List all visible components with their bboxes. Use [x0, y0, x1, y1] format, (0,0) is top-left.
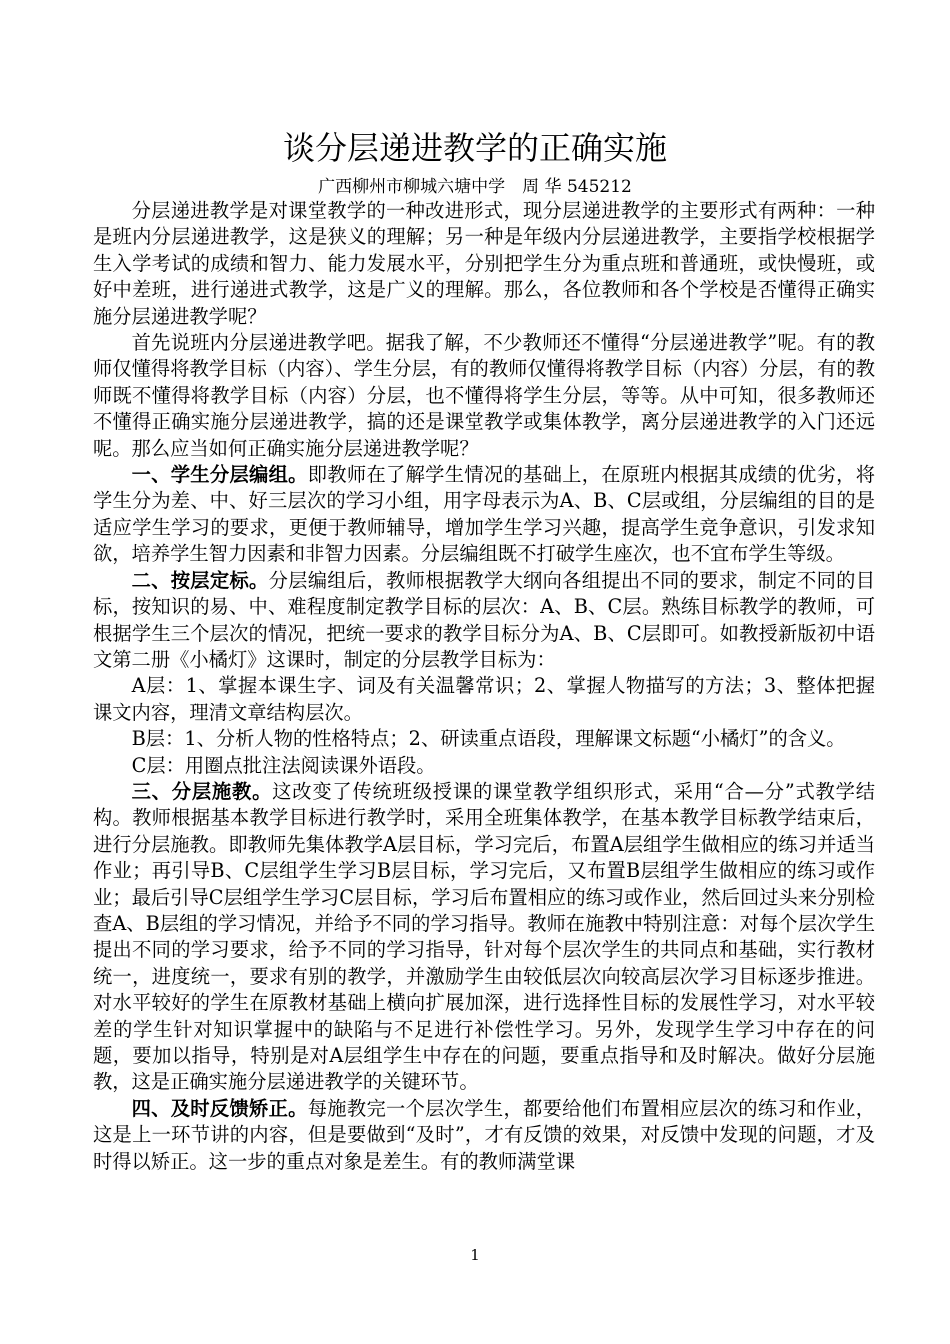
document-body: [93, 198, 875, 1175]
paragraph: [93, 779, 875, 1096]
section-heading: 四、及时反馈矫正。: [131, 1096, 308, 1120]
paragraph-text: C层：用圈点批注法阅读课外语段。: [131, 753, 436, 777]
paragraph-text: A层：1、掌握本课生字、词及有关温馨常识；2、掌握人物描写的方法；3、整体把握课文内容，理清文章结构层次。: [93, 674, 875, 724]
paragraph-text: 即教师在了解学生情况的基础上，在原班内根据其成绩的优劣，将学生分为差、中、好三层次的学习小组，用字母表示为A、B、C层或组，分层编组的目的是适应学生学习的要求，更便于教师辅导，增加学生学习兴趣，提高学生竞争意识，引发求知欲，培养学生智力因素和非智力因素。分层编组既不打破学生座次，也不宜布学生等级。: [93, 463, 875, 566]
paragraph-text: 首先说班内分层递进教学吧。据我了解，不少教师还不懂得“分层递进教学”呢。有的教师仅懂得将教学目标（内容）、学生分层，有的教师仅懂得将教学目标（内容）分层，有的教师既不懂得将教学目标（内容）分层，也不懂得将学生分层，等等。从中可知，很多教师还不懂得正确实施分层递进教学，搞的还是课堂教学或集体教学，离分层递进教学的入门还远呢。那么应当如何正确实施分层递进教学呢？: [93, 331, 875, 460]
author-line: 广西柳州市柳城六塘中学 周 华 545212: [318, 177, 632, 197]
document-title: 谈分层递进教学的正确实施: [282, 129, 667, 167]
section-heading: 一、学生分层编组。: [131, 463, 308, 487]
paragraph: [93, 673, 875, 726]
paragraph-text: 分层递进教学是对课堂教学的一种改进形式，现分层递进教学的主要形式有两种：一种是班内分层递进教学，这是狭义的理解；另一种是年级内分层递进教学，主要指学校根据学生入学考试的成绩和智力、能力发展水平，分别把学生分为重点班和普通班，或快慢班，或好中差班，进行递进式教学，这是广义的理解。那么，各位教师和各个学校是否懂得正确实施分层递进教学呢？: [93, 199, 875, 328]
section-heading: 二、按层定标。: [131, 568, 269, 592]
paragraph-text: 每施教完一个层次学生，都要给他们布置相应层次的练习和作业，这是上一环节讲的内容，但是要做到“及时”，才有反馈的效果，对反馈中发现的问题，才及时得以矫正。这一步的重点对象是差生。有的教师满堂课: [93, 1096, 875, 1173]
paragraph: [93, 1096, 875, 1175]
paragraph-text: 分层编组后，教师根据教学大纲向各组提出不同的要求，制定不同的目标，按知识的易、中、难程度制定教学目标的层次：A、B、C层。熟练目标教学的教师，可根据学生三个层次的情况，把统一要求的教学目标分为A、B、C层即可。如教授新版初中语文第二册《小橘灯》这课时，制定的分层教学目标为：: [93, 568, 876, 671]
paragraph: [93, 726, 875, 752]
paragraph: [93, 198, 875, 330]
paragraph: [93, 330, 875, 462]
section-heading: 三、分层施教。: [131, 779, 273, 803]
paragraph-text: B层：1、分析人物的性格特点；2、研读重点语段，理解课文标题“小橘灯”的含义。: [131, 727, 846, 751]
paragraph-text: 这改变了传统班级授课的课堂教学组织形式，采用“合—分”式教学结构。教师根据基本教学目标进行教学时，采用全班集体教学，在基本教学目标教学结束后，进行分层施教。即教师先集体教学A层目标，学习完后，布置A层组学生做相应的练习并适当作业；再引导B、C层组学生学习B层目标，学习完后，又布置B层组学生做相应的练习或作业；最后引导C层组学生学习C层目标，学习后布置相应的练习或作业，然后回过头来分别检查A、B层组的学习情况，并给予不同的学习指导。教师在施教中特别注意：对每个层次学生提出不同的学习要求，给予不同的学习指导，针对每个层次学生的共同点和基础，实行教材统一，进度统一，要求有别的教学，并激励学生由较低层次向较高层次学习目标逐步推进。对水平较好的学生在原教材基础上横向扩展加深，进行选择性目标的发展性学习，对水平较差的学生针对知识掌握中的缺陷与不足进行补偿性学习。另外，发现学生学习中存在的问题，要加以指导，特别是对A层组学生中存在的问题，要重点指导和及时解决。做好分层施教，这是正确实施分层递进教学的关键环节。: [93, 779, 875, 1094]
paragraph: [93, 568, 875, 674]
page-number: 1: [470, 1246, 480, 1264]
paragraph: [93, 753, 875, 779]
paragraph: [93, 462, 875, 568]
